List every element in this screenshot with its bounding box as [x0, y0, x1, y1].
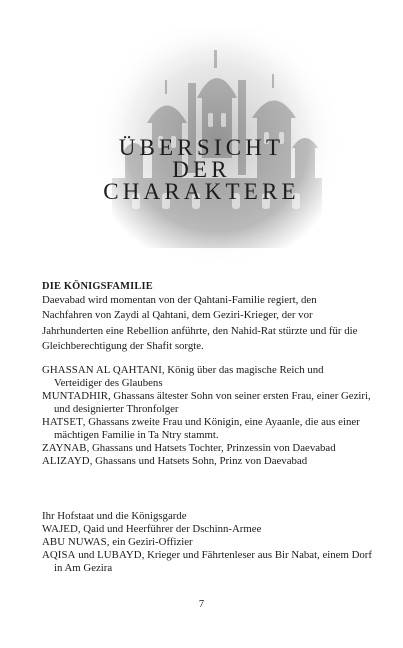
list-item [42, 390, 372, 416]
section-title: DIE KÖNIGSFAMILIE [42, 281, 153, 292]
section-intro: Daevabad wird momentan von der Qahtani-Familie regiert, den Nachfahren von Zaydi al Qahtani, dem Geziri-Krieger, der vor Jahrhunderten eine Rebellion anführte, den Nahid-Rat stürzte und für die Gleichberechtigung der Shafit sorgte. [42, 294, 358, 353]
list-item [42, 523, 372, 536]
character-list [42, 364, 372, 468]
character-name: HATSET [42, 416, 83, 428]
character-description: , König über das magische Reich und Verteidiger des Glaubens [54, 364, 324, 389]
character-name: MUNTADHIR [42, 390, 109, 402]
character-name: WAJED [42, 523, 78, 535]
character-name: ZAYNAB [42, 442, 87, 454]
character-description: , Ghassans ältester Sohn von seiner ersten Frau, einer Geziri, und designierter Thronfolger [54, 390, 371, 415]
heading-line-2: DER [172, 157, 231, 182]
character-name: LUBAYD [97, 549, 142, 561]
list-item [42, 416, 372, 442]
character-name: AQISA [42, 549, 76, 561]
court-list [42, 523, 372, 575]
list-item [42, 364, 372, 390]
character-description: , Krieger und Fährtenleser aus Bir Nabat, einem Dorf in Am Gezira [54, 549, 372, 574]
character-description: , Ghassans zweite Frau und Königin, eine Ayaanle, die aus einer mächtigen Familie in Ta Ntry stammt. [54, 416, 360, 441]
list-item [42, 455, 372, 468]
character-name: GHASSAN AL QAHTANI [42, 364, 162, 376]
character-connector: und [75, 549, 98, 561]
character-description: , Ghassans und Hatsets Tochter, Prinzessin von Daevabad [86, 442, 336, 454]
character-description: , Ghassans und Hatsets Sohn, Prinz von Daevabad [89, 455, 308, 467]
list-item [42, 536, 372, 549]
list-item [42, 442, 372, 455]
character-description: , ein Geziri-Offizier [106, 536, 193, 548]
list-item [42, 549, 372, 575]
character-description: , Qaid und Heerführer der Dschinn-Armee [77, 523, 262, 535]
character-name: ALIZAYD [42, 455, 90, 467]
heading-line-1: ÜBERSICHT [118, 135, 285, 160]
court-title: Ihr Hofstaat und die Königsgarde [42, 510, 187, 522]
page-number: 7 [198, 599, 205, 610]
character-name: ABU NUWAS [42, 536, 107, 548]
heading-line-3: CHARAKTERE [103, 179, 300, 204]
